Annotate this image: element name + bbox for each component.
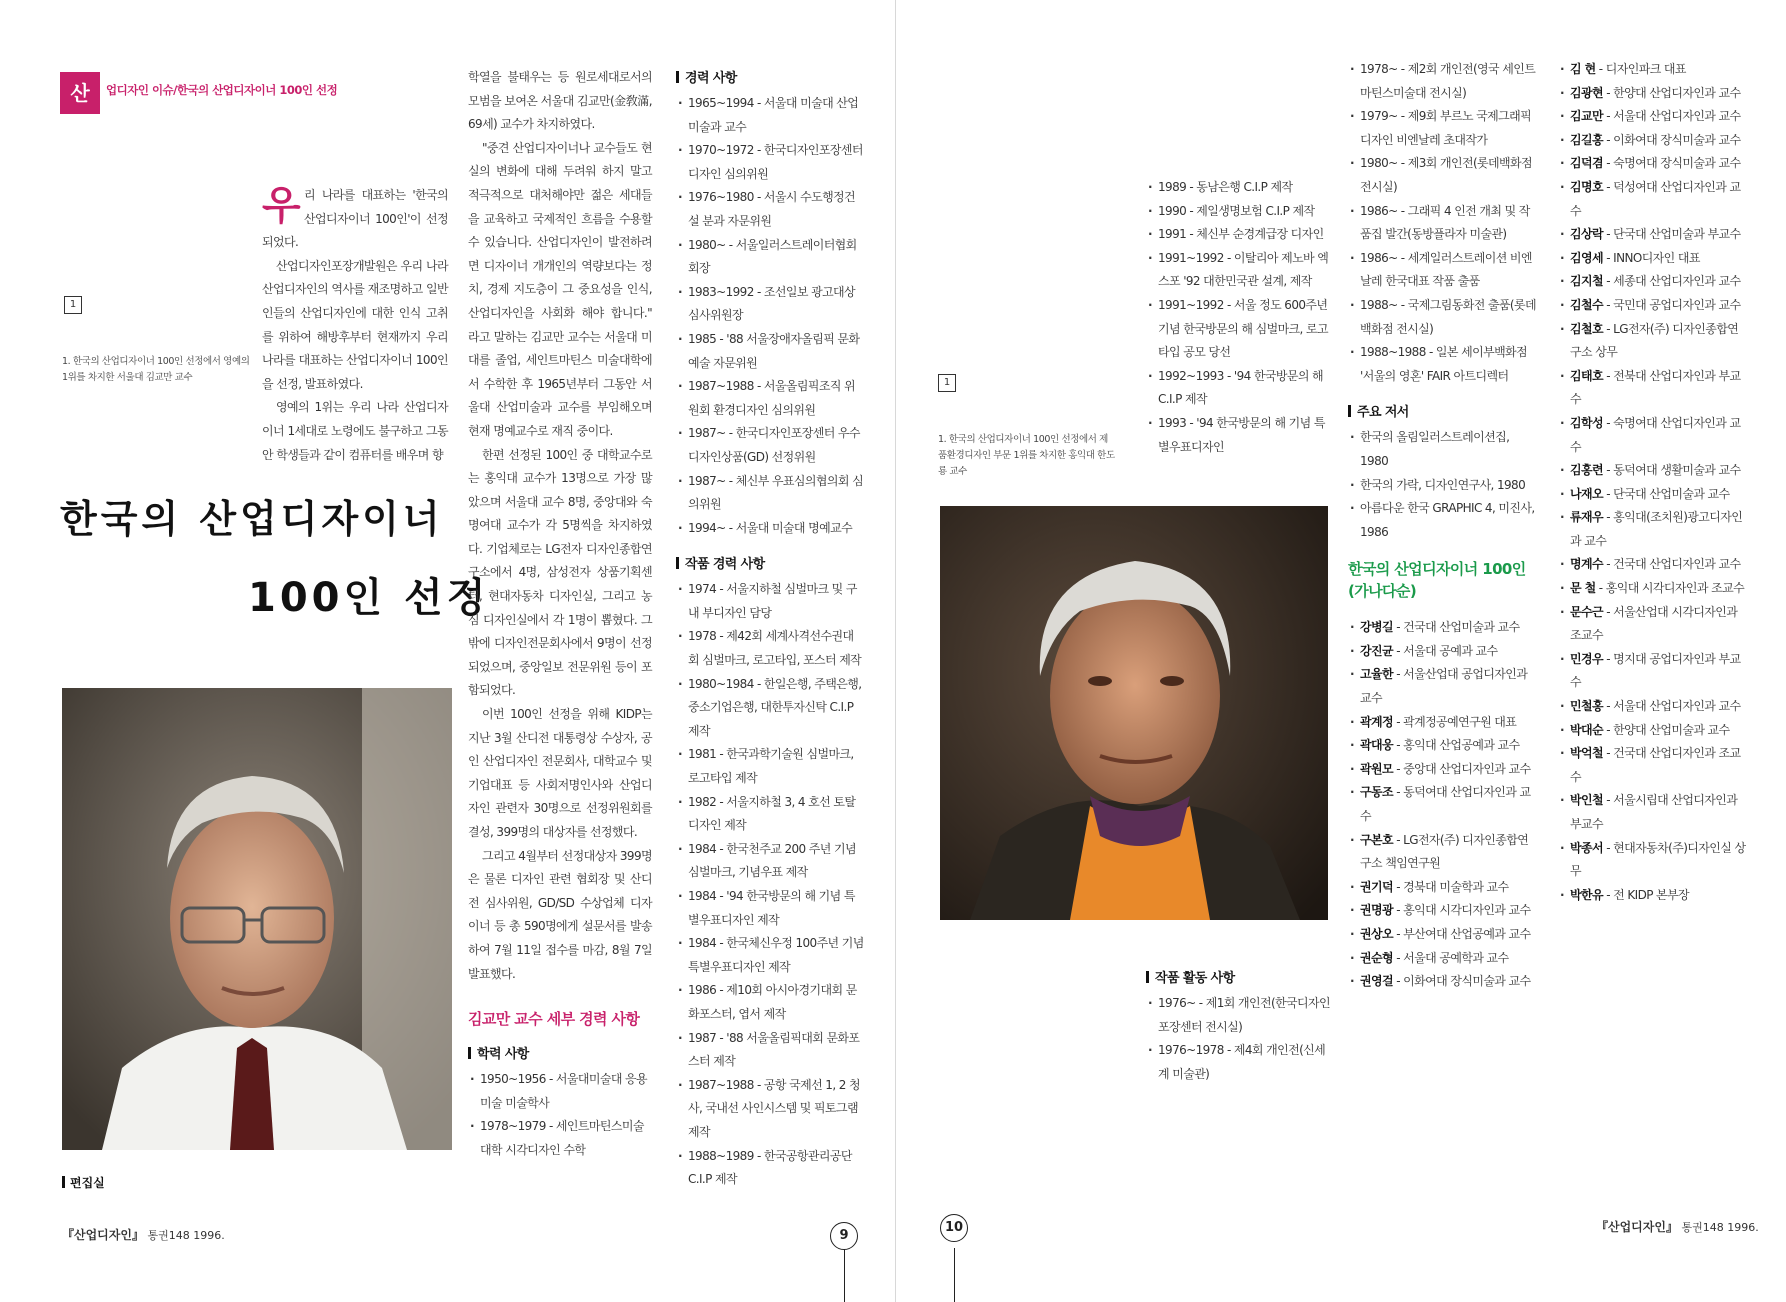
works-item: · 1982 - 서울지하철 3, 4 호선 토탈디자인 제작 (676, 791, 864, 838)
designer-affiliation: 서울대 공예학과 교수 (1403, 950, 1509, 965)
career-title: 김교만 교수 세부 경력 사항 (468, 1010, 640, 1029)
designer-name: 김영세 (1570, 250, 1603, 265)
designer-affiliation: 건국대 산업디자인과 조교수 (1570, 746, 1741, 784)
footer-left (62, 1226, 225, 1243)
publication-item: · 아름다운 한국 GRAPHIC 4, 미진사, 1986 (1348, 497, 1536, 544)
career-heading: 경력 사항 (676, 68, 864, 90)
activity-item: · 1986~ - 세계일러스트레이션 비엔날레 한국대표 작품 출품 (1348, 247, 1536, 294)
footer-magazine: 『산업디자인』 (1596, 1220, 1678, 1234)
designer-entry (1558, 223, 1746, 247)
designer-entry (1558, 837, 1746, 884)
designer-affiliation: 전 KIDP 본부장 (1613, 887, 1690, 902)
designer-name: 곽원모 (1360, 761, 1393, 776)
designer-name: 김길홍 (1570, 132, 1603, 147)
designer-name: 문수근 (1570, 604, 1603, 619)
designer-affiliation: 전북대 산업디자인과 부교수 (1570, 368, 1741, 407)
designer-name: 박대순 (1570, 722, 1603, 737)
works-item: · 1984 - 한국체신우정 100주년 기념 특별우표디자인 제작 (676, 932, 864, 979)
designer-name: 고율한 (1360, 667, 1393, 682)
designer-affiliation: 건국대 산업디자인과 교수 (1613, 557, 1741, 572)
designer-entry (1348, 640, 1536, 664)
designer-affiliation: 단국대 산업미술과 교수 (1613, 486, 1730, 501)
designer-entry (1558, 318, 1746, 365)
photo-han-do-ryong (940, 506, 1328, 920)
activity-column (1348, 58, 1536, 994)
designer-list-col1 (1348, 616, 1536, 994)
separator: - (1602, 887, 1614, 902)
designer-name: 권순형 (1360, 950, 1393, 965)
list-title: 한국의 산업디자이너 100인 (가나다순) (1348, 560, 1526, 601)
separator: - (1392, 785, 1404, 800)
footer-issue: 통권148 1996. (147, 1229, 225, 1242)
designer-name: 김교만 (1570, 109, 1603, 124)
works-item: · 1984 - 한국천주교 200 주년 기념 심벌마크, 기념우표 제작 (676, 838, 864, 885)
designer-entry (1558, 412, 1746, 459)
education-item: · 1950~1956 - 서울대미술대 응용미술 미술학사 (468, 1068, 652, 1115)
separator: - (1602, 840, 1614, 855)
designer-affiliation: 동덕여대 산업디자인과 교수 (1360, 785, 1531, 824)
designer-affiliation: 홍익대 산업공예과 교수 (1403, 738, 1520, 753)
designer-entry (1348, 734, 1536, 758)
designer-entry (1558, 789, 1746, 836)
activity-item: · 1980~ - 제3회 개인전(롯데백화점 전시실) (1348, 152, 1536, 199)
activity-item: · 1976~ - 제1회 개인전(한국디자인포장센터 전시실) (1146, 992, 1334, 1039)
designer-name: 김 현 (1570, 62, 1596, 76)
designer-name: 김덕겸 (1570, 156, 1603, 171)
designer-name: 나재오 (1570, 486, 1603, 501)
separator: - (1392, 974, 1404, 989)
separator: - (1392, 667, 1404, 682)
separator: - (1595, 581, 1606, 596)
separator: - (1602, 297, 1614, 312)
designer-affiliation: 건국대 산업미술과 교수 (1403, 620, 1520, 635)
works-item: · 1992~1993 - '94 한국방문의 해 C.I.P 제작 (1146, 365, 1334, 412)
designer-name: 권상오 (1360, 927, 1393, 941)
designer-name: 김홍련 (1570, 463, 1603, 478)
separator: - (1392, 903, 1404, 918)
activity-item: · 1979~ - 제9회 부르노 국제그래픽디자인 비엔날레 초대작가 (1348, 105, 1536, 152)
designer-affiliation: 서울대 산업디자인과 교수 (1613, 699, 1741, 714)
designer-affiliation: 경북대 미술학과 교수 (1403, 879, 1509, 894)
page-number: 10 (940, 1214, 968, 1242)
separator: - (1602, 486, 1614, 501)
designer-affiliation: 단국대 산업미술과 부교수 (1613, 227, 1741, 242)
designer-entry (1348, 899, 1536, 923)
designer-entry (1558, 247, 1746, 271)
works-item: · 1978 - 제42회 세계사격선수권대회 심벌마크, 로고타입, 포스터 제작 (676, 625, 864, 672)
separator: - (1602, 510, 1614, 525)
works-item: · 1988~1989 - 한국공항관리공단 C.I.P 제작 (676, 1145, 864, 1192)
designer-entry (1558, 695, 1746, 719)
separator: - (1602, 699, 1614, 714)
works-continued-column (1146, 176, 1334, 459)
figure-number: 1 (64, 296, 82, 314)
activity-item: · 1978~ - 제2회 개인전(영국 세인트 마틴스미술대 전시실) (1348, 58, 1536, 105)
designer-affiliation: 이화여대 장식미술과 교수 (1403, 974, 1531, 989)
works-item: · 1981 - 한국과학기술원 심벌마크, 로고타입 제작 (676, 743, 864, 790)
separator: - (1602, 415, 1614, 430)
body-paragraph: "중견 산업디자이너나 교수들도 현실의 변화에 대해 두려워 하지 말고 적극적으로 대처해야만 젊은 세대들을 교육하고 국제적인 흐름을 수용할 수 있습니다. 산업디자인이 발전하려면 디자이너 개개인의 역량보다는 정치, 경제 지도층이 그 중요성을 인식, 산업디자인을 사회화 해야 합니다." 라고 말하는 김교만 교수는 서울대 미대를 졸업, 세인트마틴스 미술대학에서 수학한 후 1965년부터 그동안 서울대 산업미술과 교수를 부임해오며 현재 명예교수로 재직 중이다. (468, 140, 652, 438)
separator: - (1602, 557, 1614, 572)
designer-name: 곽대웅 (1360, 738, 1393, 753)
body-paragraph: 한편 선정된 100인 중 대학교수로는 홍익대 교수가 13명으로 가장 많았으며 서울대 교수 8명, 중앙대와 숙명여대 교수가 각 5명씩을 차지하였다. 기업체로는 LG전자 디자인종합연구소에서 4명, 삼성전자 상품기획센터, 현대자동차 디자인실, 그리고 농심 디자인실에서 각 1명이 뽑혔다. 그밖에 디자인전문회사에서 9명이 선정되었으며, 중앙일보 전문위원 등이 포함되었다. (468, 447, 652, 698)
designer-affiliation: INNO디자인 대표 (1613, 250, 1700, 265)
designer-entry (1558, 884, 1746, 908)
designer-affiliation: 동덕여대 생활미술과 교수 (1613, 463, 1741, 478)
publications-heading: 주요 저서 (1348, 402, 1536, 424)
works-item: · 1980~1984 - 한일은행, 주택은행, 중소기업은행, 대한투자신탁 C.I.P 제작 (676, 673, 864, 744)
career-item: · 1987~1988 - 서울올림픽조직 위원회 환경디자인 심의위원 (676, 375, 864, 422)
designer-name: 민철홍 (1570, 699, 1603, 714)
designer-affiliation: 서울산업대 공업디자인과 교수 (1360, 667, 1528, 706)
designer-affiliation: 홍익대 시각디자인과 조교수 (1605, 581, 1745, 596)
designer-entry (1558, 506, 1746, 553)
separator: - (1602, 250, 1614, 265)
separator: - (1602, 463, 1614, 478)
designer-name: 곽계정 (1360, 714, 1393, 729)
designer-affiliation: 서울대 산업디자인과 교수 (1613, 109, 1741, 124)
footer-issue: 통권148 1996. (1681, 1221, 1759, 1234)
designer-entry (1348, 758, 1536, 782)
photo-kim-kyo-man (62, 688, 452, 1150)
portrait-image (940, 506, 1328, 920)
designer-name: 구본호 (1360, 832, 1393, 847)
designer-affiliation: LG전자(주) 디자인종합연구소 책임연구원 (1360, 832, 1529, 871)
page-number-rule (844, 1248, 845, 1302)
designer-name: 강병길 (1360, 620, 1393, 635)
designer-name: 권명광 (1360, 903, 1393, 918)
designer-entry (1558, 365, 1746, 412)
works-item: · 1991~1992 - 이탈리아 제노바 엑스포 '92 대한민국관 설계, 제작 (1146, 247, 1334, 294)
designer-entry (1558, 105, 1746, 129)
separator: - (1602, 274, 1614, 289)
section-label: 업디자인 이슈/한국의 산업디자이너 100인 선정 (106, 83, 338, 97)
designer-entry (1558, 270, 1746, 294)
designer-affiliation: 디자인파크 대표 (1605, 62, 1686, 76)
designer-affiliation: 국민대 공업디자인과 교수 (1613, 297, 1741, 312)
activity-item: · 1976~1978 - 제4회 개인전(신세계 미술관) (1146, 1039, 1334, 1086)
career-item: · 1980~ - 서울일러스트레이터협회 회장 (676, 234, 864, 281)
designer-name: 김태호 (1570, 368, 1603, 383)
designer-name: 박억철 (1570, 746, 1603, 761)
designer-entry (1348, 970, 1536, 994)
designer-name: 박인철 (1570, 793, 1603, 808)
designer-name: 문 철 (1570, 581, 1596, 596)
publication-item: · 한국의 올림일러스트레이션집, 1980 (1348, 426, 1536, 473)
works-item: · 1991 - 체신부 순경계급장 디자인 (1146, 223, 1334, 247)
intro-paragraph: 산업디자인포장개발원은 우리 나라 산업디자인의 역사를 재조명하고 일반인들의 산업디자인에 대한 인식 고취를 위하여 해방후부터 현재까지 우리 나라를 대표하는 산업디자이너 100인을 선정, 발표하였다. (262, 258, 448, 391)
designer-entry (1348, 616, 1536, 640)
designer-affiliation: 서울산업대 시각디자인과 조교수 (1570, 604, 1738, 643)
works-item: · 1991~1992 - 서울 정도 600주년 기념 한국방문의 해 심벌마크, 로고타입 공모 당선 (1146, 294, 1334, 365)
designer-name: 구동조 (1360, 785, 1393, 800)
designer-entry (1348, 876, 1536, 900)
designer-name: 김학성 (1570, 415, 1603, 430)
page-number: 9 (830, 1222, 858, 1250)
works-item: · 1989 - 동남은행 C.I.P 제작 (1146, 176, 1334, 200)
career-item: · 1987~ - 한국디자인포장센터 우수디자인상품(GD) 선정위원 (676, 422, 864, 469)
designer-entry (1558, 294, 1746, 318)
separator: - (1602, 793, 1614, 808)
designer-entry (1558, 176, 1746, 223)
career-item: · 1983~1992 - 조선일보 광고대상 심사위원장 (676, 281, 864, 328)
career-item: · 1994~ - 서울대 미술대 명예교수 (676, 517, 864, 541)
career-item: · 1985 - '88 서울장애자올림픽 문화예술 자문위원 (676, 328, 864, 375)
works-item: · 1993 - '94 한국방문의 해 기념 특별우표디자인 (1146, 412, 1334, 459)
intro-first-paragraph: 우리 나라를 대표하는 '한국의 산업디자이너 100인'이 선정되었다. (262, 183, 448, 250)
designer-name: 권영걸 (1360, 974, 1393, 989)
designer-affiliation: 서울대 공예과 교수 (1403, 643, 1498, 658)
separator: - (1602, 722, 1614, 737)
designer-name: 박한유 (1570, 887, 1603, 902)
intro-paragraph: 영예의 1위는 우리 나라 산업디자이너 1세대로 노령에도 불구하고 그동안 학생들과 같이 컴퓨터를 배우며 향 (262, 400, 448, 462)
designer-name: 강진균 (1360, 643, 1393, 658)
section-badge: 산 (60, 72, 100, 114)
separator: - (1392, 950, 1404, 965)
separator: - (1602, 156, 1614, 171)
body-paragraph: 이번 100인 선정을 위해 KIDP는 지난 3월 산디전 대통령상 수상자, 공인 산업디자인 전문회사, 대학교수 및 기업대표 등 사회저명인사와 산업디자인 관련자 30명으로 선정위원회를 결성, 399명의 대상자를 선정했다. (468, 707, 652, 839)
designer-entry (1348, 829, 1536, 876)
designer-entry (1558, 483, 1746, 507)
designer-affiliation: 현대자동차(주)디자인실 상무 (1570, 840, 1746, 879)
career-item: · 1987~ - 체신부 우표심의협의회 심의위원 (676, 470, 864, 517)
separator: - (1602, 651, 1614, 666)
title-line-1: 한국의 산업디자이너 (60, 497, 444, 541)
career-column (676, 66, 864, 1192)
designer-affiliation: 부산여대 산업공예과 교수 (1403, 927, 1531, 941)
separator: - (1602, 227, 1614, 242)
designer-name: 김명호 (1570, 179, 1603, 194)
footer-magazine: 『산업디자인』 (62, 1228, 144, 1242)
designer-affiliation: 한양대 산업미술과 교수 (1613, 722, 1730, 737)
activity-column-start (1146, 958, 1334, 1086)
figure-caption: 1. 한국의 산업디자이너 100인 선정에서 제 품환경디자인 부문 1위를 차지한 홍익대 한도룡 교수 (938, 434, 1115, 477)
designer-entry (1348, 781, 1536, 828)
designer-affiliation: 곽계정공예연구원 대표 (1403, 714, 1517, 729)
designer-entry (1558, 129, 1746, 153)
figure-caption: 1. 한국의 산업디자이너 100인 선정에서 영예의 1위를 차지한 서울대 김교만 교수 (62, 356, 250, 383)
separator: - (1602, 109, 1614, 124)
career-item: · 1965~1994 - 서울대 미술대 산업미술과 교수 (676, 92, 864, 139)
dropcap: 우 (262, 183, 301, 229)
figure-number: 1 (938, 374, 956, 392)
separator: - (1602, 132, 1614, 147)
designer-name: 김지철 (1570, 274, 1603, 289)
works-item: · 1974 - 서울지하철 심벌마크 및 구내 부디자인 담당 (676, 578, 864, 625)
designer-entry (1558, 719, 1746, 743)
works-item: · 1986 - 제10회 아시아경기대회 문화포스터, 엽서 제작 (676, 979, 864, 1026)
designer-affiliation: 한양대 산업디자인과 교수 (1613, 85, 1741, 100)
designer-affiliation: 명지대 공업디자인과 부교수 (1570, 651, 1741, 690)
designer-list-column-2 (1558, 58, 1746, 907)
designer-name: 박종서 (1570, 840, 1603, 855)
intro-column (262, 184, 448, 467)
separator: - (1392, 738, 1404, 753)
designer-entry (1558, 601, 1746, 648)
designer-name: 권기덕 (1360, 879, 1393, 894)
separator: - (1602, 746, 1614, 761)
designer-name: 김철호 (1570, 321, 1603, 336)
designer-name: 김광현 (1570, 85, 1603, 100)
works-item: · 1987~1988 - 공항 국제선 1, 2 청사, 국내선 사인시스템 및 픽토그램 제작 (676, 1074, 864, 1145)
separator: - (1392, 643, 1404, 658)
separator: - (1602, 179, 1614, 194)
designer-entry (1558, 152, 1746, 176)
designer-name: 김상락 (1570, 227, 1603, 242)
designer-name: 명계수 (1570, 557, 1603, 572)
designer-affiliation: LG전자(주) 디자인종합연구소 상무 (1570, 321, 1739, 360)
activity-heading: 작품 활동 사항 (1146, 968, 1334, 990)
designer-affiliation: 홍익대 시각디자인과 교수 (1403, 903, 1531, 918)
designer-list-col2 (1558, 58, 1746, 907)
body-paragraph: 학열을 불태우는 등 원로세대로서의 모범을 보여온 서울대 김교만(金敎滿, 69세) 교수가 차지하였다. (468, 70, 652, 132)
career-item: · 1970~1972 - 한국디자인포장센터 디자인 심의위원 (676, 139, 864, 186)
activity-item: · 1988~ - 국제그림동화전 출품(롯데백화점 전시실) (1348, 294, 1536, 341)
body-column-middle (468, 66, 652, 1163)
separator: - (1392, 927, 1404, 941)
separator: - (1392, 879, 1404, 894)
separator: - (1602, 604, 1614, 619)
career-item: · 1976~1980 - 서울시 수도행정건설 분과 자문위원 (676, 186, 864, 233)
designer-name: 류재우 (1570, 510, 1603, 525)
separator: - (1602, 321, 1614, 336)
designer-entry (1558, 648, 1746, 695)
designer-affiliation: 숙명여대 산업디자인과 교수 (1570, 415, 1741, 454)
footer-right (1596, 1218, 1759, 1235)
designer-affiliation: 숙명여대 장식미술과 교수 (1613, 156, 1741, 171)
author-credit: 편집실 (62, 1174, 105, 1191)
designer-name: 민경우 (1570, 651, 1603, 666)
title-line-2: 100인 선정 (248, 575, 490, 621)
works-item: · 1987 - '88 서울올림픽대회 문화포스터 제작 (676, 1027, 864, 1074)
designer-affiliation: 세종대 산업디자인과 교수 (1613, 274, 1741, 289)
designer-affiliation: 이화여대 장식미술과 교수 (1613, 132, 1741, 147)
designer-affiliation: 서울시립대 산업디자인과 부교수 (1570, 793, 1738, 831)
designer-affiliation: 중앙대 산업디자인과 교수 (1403, 761, 1531, 776)
designer-entry (1558, 553, 1746, 577)
separator: - (1595, 62, 1606, 76)
portrait-image (62, 688, 452, 1150)
designer-affiliation: 덕성여대 산업디자인과 교수 (1570, 179, 1741, 218)
separator: - (1392, 832, 1404, 847)
separator: - (1392, 714, 1404, 729)
designer-entry (1558, 577, 1746, 601)
activity-item: · 1986~ - 그래픽 4 인전 개최 및 작품집 발간(동방플라자 미술관) (1348, 200, 1536, 247)
separator: - (1602, 85, 1614, 100)
designer-entry (1558, 58, 1746, 82)
designer-entry (1348, 923, 1536, 947)
designer-name: 김철수 (1570, 297, 1603, 312)
designer-entry (1348, 947, 1536, 971)
education-heading: 학력 사항 (468, 1044, 652, 1066)
separator: - (1392, 620, 1404, 635)
right-page (896, 0, 1786, 1302)
designer-entry (1348, 711, 1536, 735)
body-paragraph: 그리고 4월부터 선정대상자 399명은 물론 디자인 관련 협회장 및 산디전 심사위원, GD/SD 수상업체 디자이너 등 총 590명에게 설문서를 발송하여 7월 11일 접수를 마감, 8월 7일 발표했다. (468, 848, 652, 981)
works-item: · 1984 - '94 한국방문의 해 기념 특별우표디자인 제작 (676, 885, 864, 932)
designer-entry (1558, 82, 1746, 106)
designer-affiliation: 홍익대(조치원)광고디자인과 교수 (1570, 510, 1743, 548)
works-heading: 작품 경력 사항 (676, 554, 864, 576)
education-item: · 1978~1979 - 세인트마틴스미술대학 시각디자인 수학 (468, 1115, 652, 1162)
publication-item: · 한국의 가락, 디자인연구사, 1980 (1348, 474, 1536, 498)
designer-entry (1558, 742, 1746, 789)
works-item: · 1990 - 제일생명보험 C.I.P 제작 (1146, 200, 1334, 224)
separator: - (1392, 761, 1404, 776)
designer-entry (1558, 459, 1746, 483)
page-number-rule (954, 1248, 955, 1302)
separator: - (1602, 368, 1614, 383)
designer-entry (1348, 663, 1536, 710)
activity-item: · 1988~1988 - 일본 세이부백화점 '서울의 영혼' FAIR 아트디렉터 (1348, 341, 1536, 388)
